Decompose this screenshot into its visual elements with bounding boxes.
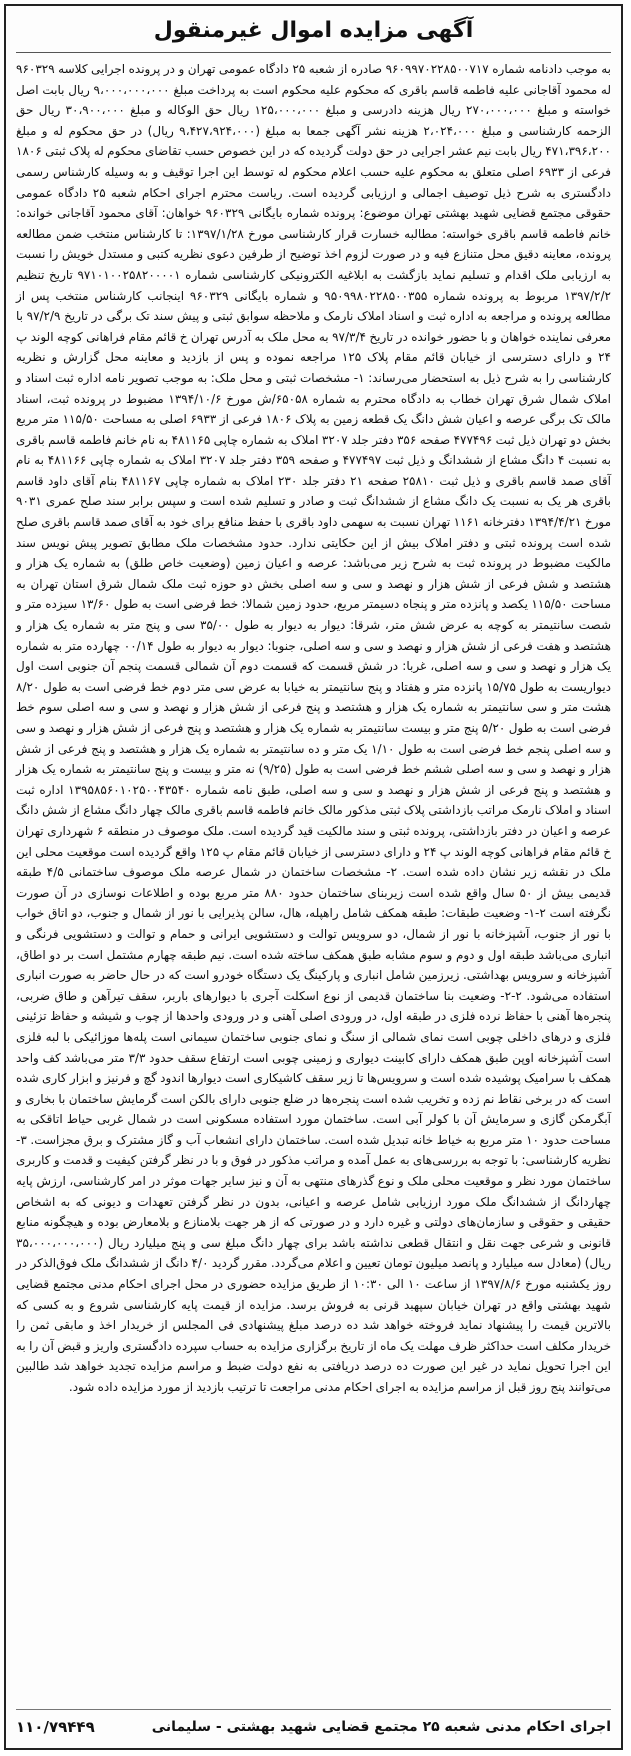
notice-footer bbox=[16, 1709, 611, 1740]
title-divider bbox=[16, 52, 611, 53]
notice-paragraph: به موجب دادنامه شماره ۹۶۰۹۹۷۰۲۲۸۵۰۰۷۱۷ صادره از شعبه ۲۵ دادگاه عمومی تهران و در پرونده اجرایی کلاسه ۹۶۰۳۲۹ له محمود آقاجانی علیه فاطمه قاسم باقری که محکوم علیه محکوم است به پرداخت مبلغ ۹،۰۰۰،۰۰۰،۰۰۰ ریال بابت اصل خواسته و مبلغ ۲۷۰،۰۰۰،۰۰۰ ریال هزینه دادرسی و مبلغ ۱۲۵،۰۰۰،۰۰۰ ریال حق الوکاله و مبلغ ۳۰،۹۰۰،۰۰۰ ریال حق الزحمه کارشناسی و مبلغ ۲،۰۲۴،۰۰۰ هزینه نشر آگهی جمعا به مبلغ (۹،۴۲۷،۹۲۴،۰۰۰ ریال) در حق محکوم له و مبلغ ۴۷۱،۳۹۶،۲۰۰ ریال بابت نیم عشر اجرایی در حق دولت گردیده که در این خصوص حسب تقاضای محکوم له پلاک ثبتی ۱۸۰۶ فرعی از ۶۹۳۳ اصلی متعلق به محکوم علیه حسب اعلام محکوم له توسط این اجرا توقیف و به وسیله کارشناس رسمی دادگستری به شرح ذیل توصیف اجمالی و ارزیابی گردیده است. ریاست محترم اجرای احکام شعبه ۲۵ دادگاه عمومی حقوقی مجتمع قضایی شهید بهشتی تهران موضوع: پرونده شماره بایگانی ۹۶۰۳۲۹ خواهان: آقای محمود آقاجانی خوانده: خانم فاطمه قاسم باقری خواسته: مطالبه خسارت قرار کارشناسی مورخ ۱۳۹۷/۱/۲۸: تا کارشناس منتخب ضمن مطالعه پرونده، معاینه دقیق محل متنازع فیه و در صورت لزوم اخذ توضیح از طرفین دعوی نظریه کتبی و مستدل خویش را نسبت به ارزیابی ملک اقدام و تسلیم نماید بازگشت به ابلاغیه الکترونیکی کارشناسی شماره ۹۷۱۰۱۰۰۲۵۸۲۰۰۰۰۱ تاریخ تنظیم ۱۳۹۷/۲/۲ مربوط به پرونده شماره ۹۵۰۹۹۸۰۲۲۸۵۰۰۳۵۵ و شماره بایگانی ۹۶۰۳۲۹ اینجانب کارشناس منتخب پس از مطالعه پرونده و مراجعه به اداره ثبت و اسناد املاک نارمک و ملاحظه سوابق ثبتی و پیش سند تک برگی در تاریخ ۹۷/۲/۹ با معرفی نماینده خواهان و با حضور خوانده در تاریخ ۹۷/۳/۴ به محل ملک به آدرس تهران خ قائم مقام فراهانی کوچه الوند پ ۲۴ و دارای دسترسی از خیابان قائم مقام پلاک ۱۲۵ مراجعه نموده و پس از بازدید و معاینه محل گزارش و نظریه کارشناسی را به شرح ذیل به استحضار می‌رساند: ۱- مشخصات ثبتی و محل ملک: به موجب تصویر نامه اداره ثبت اسناد و املاک شمال شرق تهران خطاب به دادگاه محترم به شماره ۶۵۰۵۸/ش مورخ ۱۳۹۴/۱۰/۶ مضبوط در پرونده ثبت، اسناد مالک تک برگی عرصه و اعیان شش دانگ یک قطعه زمین به پلاک ۱۸۰۶ فرعی از ۶۹۳۳ اصلی به مساحت ۱۱۵/۵۰ متر مربع بخش دو تهران ذیل ثبت ۴۷۷۴۹۶ صفحه ۳۵۶ دفتر جلد ۳۲۰۷ املاک به شماره چاپی ۴۸۱۱۶۵ به نام خانم فاطمه قاسم باقری به نسبت ۴ دانگ مشاع از ششدانگ و ذیل ثبت ۴۷۷۴۹۷ و صفحه ۳۵۹ دفتر جلد ۳۲۰۷ املاک به شماره چاپی ۴۸۱۱۶۶ به نام آقای صمد قاسم باقری و ذیل ثبت ۲۵۸۱۰ صفحه ۲۱ دفتر جلد ۲۳۰ املاک به شماره چاپی ۴۸۱۱۶۷ بنام آقای داود قاسم باقری هر یک به نسبت یک دانگ مشاع از ششدانگ ثبت و صادر و تسلیم شده است و سپس برابر سند صلح عمری ۹۰۳۱ مورخ ۱۳۹۴/۴/۲۱ دفترخانه ۱۱۶۱ تهران نسبت به سهمی داود باقری با حفظ منافع برای خود به آقای صمد قاسم باقری صلح شده است پرونده ثبتی و دفتر املاک بیش از این حکایتی ندارد. حدود مشخصات ملک مطابق تصویر پیش نویس سند مالکیت مضبوط در پرونده ثبت به شرح زیر می‌باشد: عرصه و اعیان زمین (وضعیت خاص طلق) به شماره یک هزار و هشتصد و شش فرعی از شش هزار و نهصد و سی و سه اصلی بخش دو حوزه ثبت ملک شمال شرق استان تهران به مساحت ۱۱۵/۵۰ یکصد و پانزده متر و پنجاه دسیمتر مربع، حدود زمین شمالا: خط فرضی است به طول ۱۳/۶۰ سیزده متر و شصت سانتیمتر به کوچه به عرض شش متر، شرقا: دیوار به دیوار به طول ۳۵/۰۰ سی و پنج متر به شماره یک هزار و هشتصد و هفت فرعی از شش هزار و نهصد و سی و سه اصلی، جنوبا: دیوار به دیوار به طول ۰۰/۱۴ چهارده متر به شماره یک هزار و نهصد و سی و سه اصلی، غربا: در شش قسمت که قسمت دوم آن شمالی قسمت پنجم آن جنوبی است اول دیواریست به طول ۱۵/۷۵ پانزده متر و هفتاد و پنج سانتیمتر به خیابا به عرض سی متر دوم خط فرضی است به طول ۸/۲۰ هشت متر و سی سانتیمتر به شماره یک هزار و هشتصد و پنج فرعی از شش هزار و نهصد و سی و سه اصلی سوم خط فرضی است به طول ۵/۲۰ پنج متر و بیست سانتیمتر به شماره یک هزار و هشتصد و پنج فرعی از شش هزار و نهصد و سی و سه اصلی پنجم خط فرضی است به طول ۱/۱۰ یک متر و ده سانتیمتر به شماره یک هزار و هشتصد و پنج فرعی از شش هزار و نهصد و سی و سه اصلی ششم خط فرضی است به طول (۹/۲۵) نه متر و بیست و پنج سانتیمتر به شماره یک هزار و هشتصد و پنج فرعی از شش هزار و نهصد و سی و سه اصلی، طبق نامه شماره ۱۳۹۵۸۵۶۰۱۰۲۵۰۰۴۳۵۴۰ اداره ثبت اسناد و املاک نارمک مراتب بازداشتی پلاک ثبتی مذکور مالک خانم فاطمه قاسم باقری مالک چهار دانگ مشاع از شش دانگ عرصه و اعیان در دفتر بازداشتی، پرونده ثبتی و سند مالکیت قید گردیده است. ملک موصوف در منطقه ۶ شهرداری تهران خ قائم مقام فراهانی کوچه الوند پ ۲۴ و دارای دسترسی از خیابان قائم مقام پ ۱۲۵ واقع گردیده است موقعیت محلی این ملک در نقشه زیر نشان داده شده است. ۲- مشخصات ساختمان در شمال عرصه ملک موصوف ساختمانی ۴/۵ طبقه قدیمی بیش از ۵۰ سال واقع شده است زیربنای ساختمان حدود ۸۸۰ متر مربع بوده و اطلاعات نوسازی در آن صورت نگرفته است ۲-۱- وضعیت طبقات: طبقه همکف شامل راهپله، هال، سالن پذیرایی با نور از شمال و جنوب، دو اتاق خواب با نور از جنوب، آشپزخانه با نور از شمال، دو سرویس توالت و دستشویی ایرانی و حمام و توالت و دستشویی فرنگی و انباری می‌باشد طبقه اول و دوم و سوم مشابه طبق همکف ساخته شده است. نیم طبقه چهارم مشتمل است بر دو اطاق، آشپزخانه و سرویس بهداشتی. زیرزمین شامل انباری و پارکینگ یک دستگاه خودرو است که در حال حاضر به صورت انباری استفاده می‌شود. ۲-۲- وضعیت بنا ساختمان قدیمی از نوع اسکلت آجری با دیوارهای باربر، سقف تیرآهن و طاق ضربی، پنجره‌ها آهنی با حفاظ نرده فلزی در طبقه اول، در ورودی اصلی آهنی و در ورودی واحدها از چوب و شیشه و حفاظ تزئینی فلزی و درهای داخلی چوبی است نمای شمالی از سنگ و نمای جنوبی ساختمان سیمانی است پله‌ها موزائیکی با لبه فلزی است آشپزخانه اوپن طبق همکف دارای کابینت دیواری و زمینی چوبی است ارتفاع سقف حدود ۳/۳ متر می‌باشد کف واحد همکف با سرامیک پوشیده شده است و سرویس‌ها تا زیر سقف کاشیکاری است دیوارها اندود گچ و فرنیز و ابزار کاری شده است که در برخی نقاط نم زده و تخریب شده است پنجره‌ها در ضلع جنوبی دارای بالکن است گرمایش ساختمان با بخاری و آبگرمکن گازی و سرمایش آن با کولر آبی است. ساختمان مورد استفاده مسکونی است در شمال غربی حیاط اتاقکی به مساحت حدود ۱۰ متر مربع به خیاط خانه تبدیل شده است. ساختمان دارای انشعاب آب و گاز مشترک و برق مجزاست. ۳- نظریه کارشناسی: با توجه به بررسی‌های به عمل آمده و مراتب مذکور در فوق و با در نظر گرفتن کیفیت و قدمت و کاربری ساختمان مورد نظر و موقعیت محلی ملک و نوع گذرهای منتهی به آن و نیز سایر جهات موثر در امر کارشناسی، ارزش پایه چهاردانگ از ششدانگ ملک مورد ارزیابی شامل عرصه و اعیانی، بدون در نظر گرفتن تعهدات و دیونی که به اشخاص حقیقی و حقوقی و سازمان‌های دولتی و غیره دارد و در صورتی که از هر جهت بلامنازع و بلامعارض بوده و هیچگونه منابع قانونی و شرعی جهت نقل و انتقال قطعی نداشته باشد برای چهار دانگ مبلغ سی و پنج میلیارد ریال (۳۵،۰۰۰،۰۰۰،۰۰۰ ریال) (معادل سه میلیارد و پانصد میلیون تومان تعیین و اعلام می‌گردد. مقرر گردید ۴/۰ دانگ از ششدانگ ملک فوق‌الذکر در روز یکشنبه مورخ ۱۳۹۷/۸/۶ از ساعت ۱۰ الی ۱۰:۳۰ از طریق مزایده حضوری در محل اجرای احکام مدنی مجتمع قضایی شهید بهشتی واقع در تهران خیابان سپهبد قرنی به فروش برسد. مزایده از قیمت پایه کارشناسی شروع و به کسی که بالاترین قیمت را پیشنهاد نماید فروخته خواهد شد ده درصد مبلغ پیشنهادی فی المجلس از خریدار اخذ و مابقی ثمن را خریدار مکلف است حداکثر ظرف مهلت یک ماه از تاریخ برگزاری مزایده به حساب سپرده دادگستری واریز و قبض آن را به این اجرا تحویل نماید در غیر این صورت ده درصد دریافتی به نفع دولت ضبط و مراسم مزایده تجدید خواهد شد طالبین می‌توانند پنج روز قبل از مراسم مزایده به اجرای احکام مدنی مراجعت تا ترتیب بازدید از مورد مزایده داده شود. bbox=[16, 62, 612, 1394]
notice-code: ۱۱۰/۷۹۴۴۹ bbox=[16, 1718, 95, 1736]
notice-title: آگهی مزایده اموال غیرمنقول bbox=[153, 18, 474, 43]
issuer-signature: اجرای احکام مدنی شعبه ۲۵ مجتمع قضایی شهید بهشتی - سلیمانی bbox=[151, 1719, 611, 1735]
notice-body bbox=[16, 59, 611, 1398]
auction-notice bbox=[4, 4, 623, 1750]
